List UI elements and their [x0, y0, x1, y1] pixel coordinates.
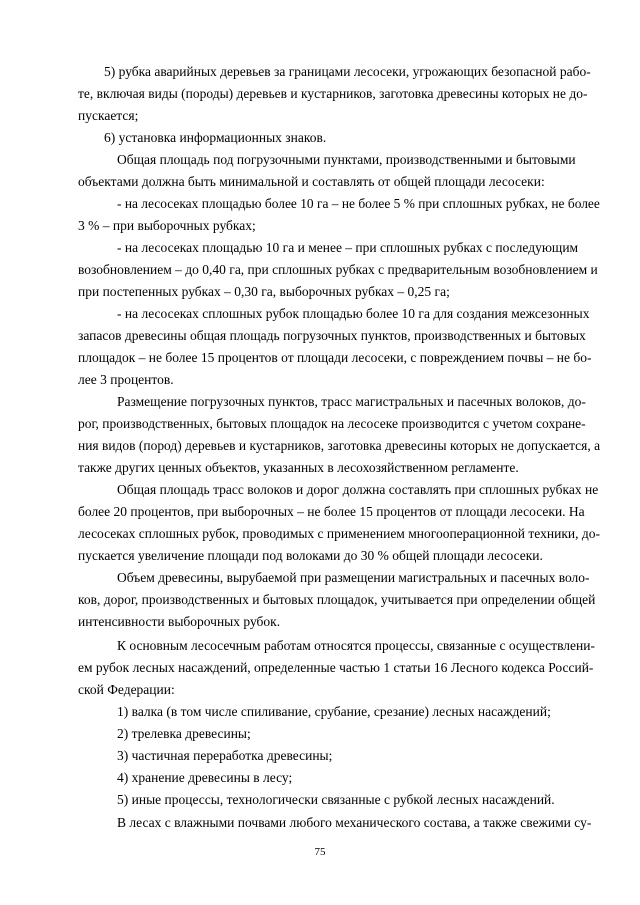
- text-line: площадок – не более 15 процентов от площади лесосеки, с повреждением почвы – не бо-: [78, 350, 592, 365]
- text-line: лесосеках сплошных рубок, проводимых с применением многооперационной техники, до-: [78, 526, 600, 541]
- text-line: запасов древесины общая площадь погрузочных пунктов, производственных и бытовых: [78, 328, 586, 343]
- text-line: 5) иные процессы, технологически связанные с рубкой лесных насаждений.: [117, 792, 555, 807]
- text-line: 2) трелевка древесины;: [117, 726, 251, 741]
- text-line: 3) частичная переработка древесины;: [117, 748, 333, 763]
- text-line: интенсивности выборочных рубок.: [78, 614, 281, 629]
- text-line: 3 % – при выборочных рубках;: [78, 218, 256, 233]
- text-line: ской Федерации:: [78, 682, 175, 697]
- text-line: ков, дорог, производственных и бытовых площадок, учитывается при определении общей: [78, 592, 596, 607]
- text-line: - на лесосеках площадью более 10 га – не более 5 % при сплошных рубках, не более: [117, 196, 600, 211]
- text-line: 4) хранение древесины в лесу;: [117, 770, 293, 785]
- text-line: - на лесосеках сплошных рубок площадью более 10 га для создания межсезонных: [117, 306, 590, 321]
- text-line: более 20 процентов, при выборочных – не более 15 процентов от площади лесосеки. На: [78, 504, 585, 519]
- text-line: 6) установка информационных знаков.: [104, 130, 327, 145]
- text-line: Размещение погрузочных пунктов, трасс магистральных и пасечных волоков, до-: [117, 394, 586, 409]
- text-line: при постепенных рубках – 0,30 га, выборочных рубках – 0,25 га;: [78, 284, 450, 299]
- text-line: объектами должна быть минимальной и составлять от общей площади лесосеки:: [78, 174, 545, 189]
- text-line: К основным лесосечным работам относятся процессы, связанные с осуществлени-: [117, 638, 595, 653]
- page-number: 75: [314, 846, 326, 858]
- text-line: также других ценных объектов, указанных в лесохозяйственном регламенте.: [78, 460, 519, 475]
- text-line: Объем древесины, вырубаемой при размещении магистральных и пасечных воло-: [117, 570, 590, 585]
- text-line: возобновлением – до 0,40 га, при сплошных рубках с предварительным возобновлением и: [78, 262, 598, 277]
- text-line: пускается увеличение площади под волоками до 30 % общей площади лесосеки.: [78, 548, 543, 563]
- text-line: ем рубок лесных насаждений, определенные частью 1 статьи 16 Лесного кодекса Россий-: [78, 660, 594, 675]
- text-line: В лесах с влажными почвами любого механического состава, а также свежими су-: [117, 815, 592, 830]
- text-line: лее 3 процентов.: [78, 372, 174, 387]
- text-line: - на лесосеках площадью 10 га и менее – при сплошных рубках с последующим: [117, 240, 579, 255]
- text-line: 1) валка (в том числе спиливание, срубание, срезание) лесных насаждений;: [117, 704, 551, 719]
- text-line: те, включая виды (породы) деревьев и кустарников, заготовка древесины которых не до-: [78, 86, 588, 101]
- text-line: пускается;: [78, 108, 139, 123]
- text-line: ния видов (пород) деревьев и кустарников, заготовка древесины которых не допускается, а: [78, 438, 601, 453]
- text-line: 5) рубка аварийных деревьев за границами лесосеки, угрожающих безопасной рабо-: [104, 64, 591, 79]
- text-line: рог, производственных, бытовых площадок на лесосеке производится с учетом сохране-: [78, 416, 586, 431]
- text-line: Общая площадь трасс волоков и дорог должна составлять при сплошных рубках не: [117, 482, 599, 497]
- text-line: Общая площадь под погрузочными пунктами, производственными и бытовыми: [117, 152, 576, 167]
